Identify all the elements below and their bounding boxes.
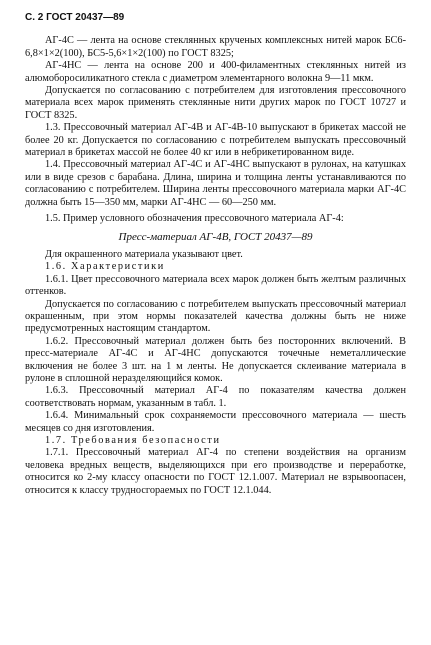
paragraph-colored-allowance: Допускается по согласованию с потребителем выпускать прессовочный материал окрашенным, при этом нормы показателей качества должны быть не ниже предусмотренных настоящим стандартом. bbox=[25, 298, 406, 335]
paragraph-1-3: 1.3. Прессовочный материал АГ-4В и АГ-4В-10 выпускают в брикетах массой не более 20 кг. Допускается по согласованию с потребителем выпускать прессовочный материал в брикетах массой не более 40 кг или в небрикетированном виде. bbox=[25, 122, 406, 159]
paragraph-1-6-1: 1.6.1. Цвет прессовочного материала всех марок должен быть желтым различных оттенков. bbox=[25, 273, 406, 298]
paragraph-1-5: 1.5. Пример условного обозначения прессовочного материала АГ-4: bbox=[45, 213, 344, 225]
paragraph-1-6-3: 1.6.3. Прессовочный материал АГ-4 по показателям качества должен соответствовать нормам, указанным в табл. 1. bbox=[25, 385, 406, 409]
designation-example: Пресс-материал АГ-4В, ГОСТ 20437—89 bbox=[118, 230, 313, 243]
paragraph-color-note: Для окрашенного материала указывают цвет. bbox=[45, 248, 243, 260]
section-heading-characteristics: 1.6. Характеристики bbox=[45, 261, 165, 273]
paragraph-ag4ns: АГ-4НС — лента на основе 200 и 400-филаментных стеклянных нитей из алюмоборосиликатного стекла с диаметром элементарного волокна 9—11 мкм. bbox=[25, 60, 406, 84]
paragraph-1-7-1: 1.7.1. Прессовочный материал АГ-4 по степени воздействия на организм человека вредных веществ, выделяющихся при его производстве и переработке, относится ко 2-му классу опасности по ГОСТ 12.1.007. Материал не взрывоопасен, относится к классу трудносгораемых по ГОСТ 12.1.044. bbox=[25, 447, 406, 496]
page-header: С. 2 ГОСТ 20437—89 bbox=[25, 12, 125, 23]
section-heading-safety: 1.7. Требования безопасности bbox=[45, 435, 221, 446]
paragraph-other-fibers: Допускается по согласованию с потребителем для изготовления прессовочного материала всех марок применять стеклянные нити других марок по ГОСТ 10727 и ГОСТ 8325. bbox=[25, 85, 406, 121]
paragraph-1-6-2: 1.6.2. Прессовочный материал должен быть без посторонних включений. В пресс-материале АГ-4С и АГ-4НС допускаются точечные неметаллические включения не более 3 шт. на 1 м ленты. Не допускается склеивание материала в рулоне в сплошной неразделяющийся комок. bbox=[25, 335, 406, 384]
paragraph-1-4: 1.4. Прессовочный материал АГ-4С и АГ-4НС выпускают в рулонах, на катушках или в виде срезов с барабана. Длина, ширина и толщина ленты устанавливаются по согласованию с потребителем. Ширина ленты прессовочного материала марки АГ-4С должна быть 15—350 мм, марки АГ-4НС — 60—250 мм. bbox=[25, 159, 406, 208]
paragraph-1-6-4: 1.6.4. Минимальный срок сохраняемости прессовочного материала — шесть месяцев со дня изготовления. bbox=[25, 410, 406, 434]
paragraph-ag4s: АГ-4С — лента на основе стеклянных крученых комплексных нитей марок БС6-6,8×1×2(100), БС5-5,6×1×2(100) по ГОСТ 8325; bbox=[25, 35, 406, 59]
